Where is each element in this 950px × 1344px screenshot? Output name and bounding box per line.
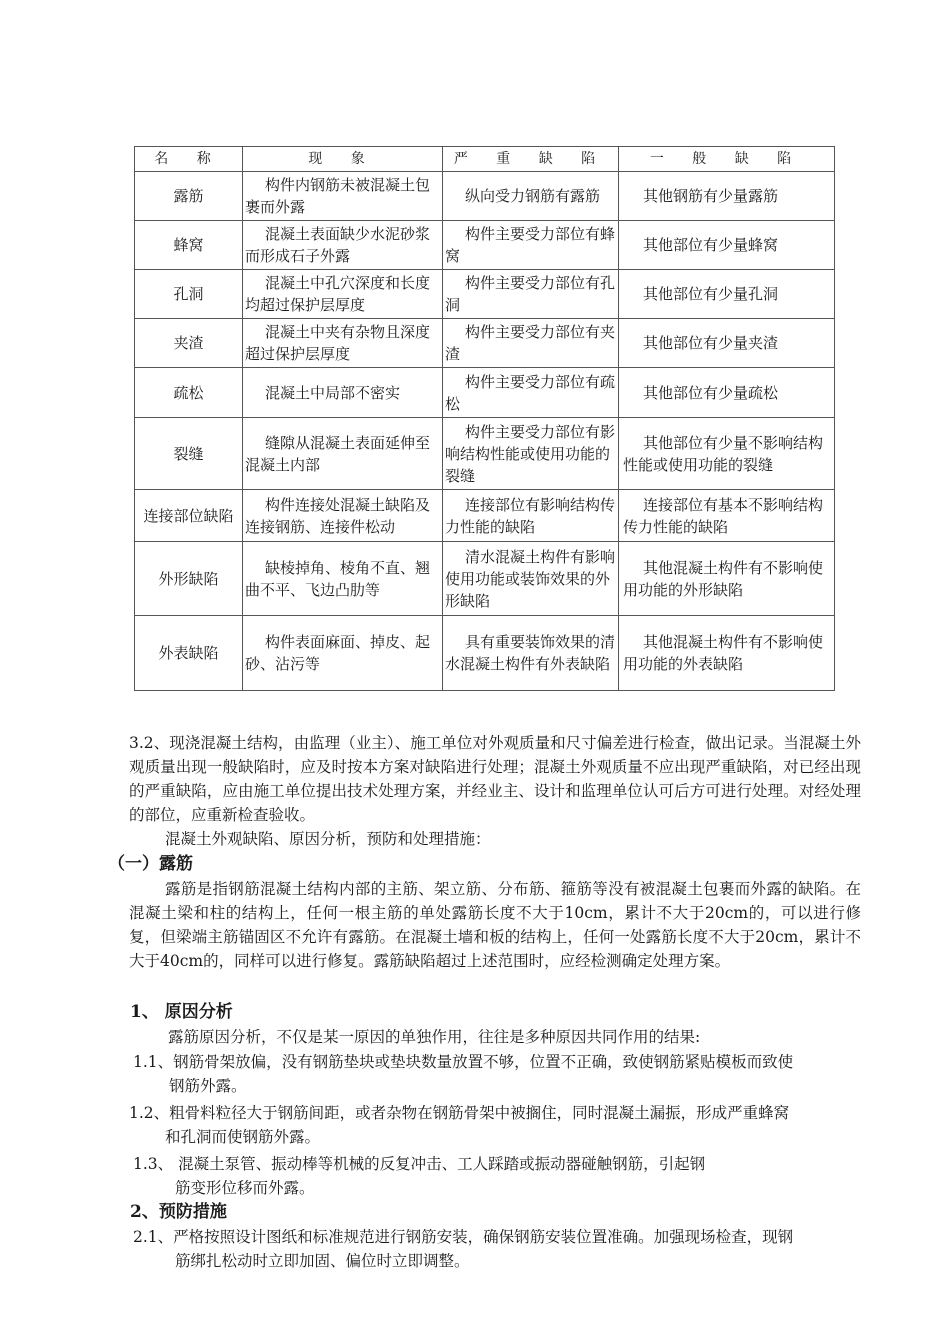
list-item-line: 1.3、 混凝土泵管、振动棒等机械的反复冲击、工人踩踏或振动器碰触钢筋，引起钢 [133,1155,706,1173]
table-row [135,319,835,368]
list-item-line: 钢筋外露。 [169,1077,247,1095]
cell-name: 露筋 [135,172,243,221]
cell-name: 夹渣 [135,319,243,368]
defect-table [134,146,835,691]
cell-name: 外形缺陷 [135,542,243,616]
paragraph-3-2: 3.2、现浇混凝土结构，由监理（业主）、施工单位对外观质量和尺寸偏差进行检查，做出记录。当混凝土外观质量出现一般缺陷时，应及时按本方案对缺陷进行处理；混凝土外观质量不应出现严重缺陷，对已经出现的严重缺陷，应由施工单位提出技术处理方案，并经业主、设计和监理单位认可后方可进行处理。对经处理的部位，应重新检查验收。 [129,734,861,824]
cell-phenomenon: 混凝土中局部不密实 [243,368,443,418]
subsection-intro-cause: 露筋原因分析，不仅是某一原因的单独作用，往往是多种原因共同作用的结果: [168,1028,701,1046]
cell-phenomenon: 混凝土中孔穴深度和长度均超过保护层厚度 [243,270,443,319]
cell-phenomenon: 构件连接处混凝土缺陷及连接钢筋、连接件松动 [243,490,443,542]
list-item [133,1225,793,1273]
cell-general: 其他钢筋有少量露筋 [619,172,835,221]
header-general: 一 般 缺 陷 [619,147,835,172]
cell-name: 裂缝 [135,418,243,490]
cell-phenomenon: 构件内钢筋未被混凝土包裹而外露 [243,172,443,221]
table-row [135,368,835,418]
table-header-row [135,147,835,172]
cell-serious: 构件主要受力部位有影响结构性能或使用功能的裂缝 [443,418,619,490]
cell-serious: 清水混凝土构件有影响使用功能或装饰效果的外形缺陷 [443,542,619,616]
cell-general: 其他部位有少量夹渣 [619,319,835,368]
table-row [135,418,835,490]
cell-name: 疏松 [135,368,243,418]
cell-general: 其他部位有少量不影响结构性能或使用功能的裂缝 [619,418,835,490]
cell-general: 其他部位有少量孔洞 [619,270,835,319]
list-item-line: 筋绑扎松动时立即加固、偏位时立即调整。 [175,1252,470,1270]
list-item [133,1152,705,1200]
subsection-title-prevention: 2、预防措施 [130,1202,227,1222]
list-item-line: 筋变形位移而外露。 [175,1179,315,1197]
cell-name: 外表缺陷 [135,616,243,691]
cell-general: 其他部位有少量疏松 [619,368,835,418]
section-title-exposed-rebar: （一）露筋 [108,854,193,874]
list-item-line: 和孔洞而使钢筋外露。 [165,1128,321,1146]
subsection-title-cause: 1、 原因分析 [130,1002,233,1022]
table-row [135,221,835,270]
intro-line: 混凝土外观缺陷、原因分析，预防和处理措施： [165,830,491,848]
list-item [129,1101,789,1149]
cell-general: 其他混凝土构件有不影响使用功能的外表缺陷 [619,616,835,691]
cell-serious: 纵向受力钢筋有露筋 [443,172,619,221]
list-item-line: 1.1、钢筋骨架放偏，没有钢筋垫块或垫块数量放置不够，位置不正确，致使钢筋紧贴模板而致使 [133,1053,794,1071]
cell-phenomenon: 混凝土中夹有杂物且深度超过保护层厚度 [243,319,443,368]
cell-name: 蜂窝 [135,221,243,270]
table-row [135,542,835,616]
header-serious: 严 重 缺 陷 [443,147,619,172]
cell-phenomenon: 混凝土表面缺少水泥砂浆而形成石子外露 [243,221,443,270]
list-item-line: 2.1、严格按照设计图纸和标准规范进行钢筋安装，确保钢筋安装位置准确。加强现场检查，现钢 [133,1228,794,1246]
cell-serious: 具有重要装饰效果的清水混凝土构件有外表缺陷 [443,616,619,691]
table-row [135,490,835,542]
cell-general: 其他部位有少量蜂窝 [619,221,835,270]
table-row [135,616,835,691]
cell-serious: 连接部位有影响结构传力性能的缺陷 [443,490,619,542]
header-phenomenon: 现 象 [243,147,443,172]
cell-phenomenon: 构件表面麻面、掉皮、起砂、沾污等 [243,616,443,691]
cell-general: 其他混凝土构件有不影响使用功能的外形缺陷 [619,542,835,616]
cell-name: 连接部位缺陷 [135,490,243,542]
cell-serious: 构件主要受力部位有孔洞 [443,270,619,319]
cell-name: 孔洞 [135,270,243,319]
cell-general: 连接部位有基本不影响结构传力性能的缺陷 [619,490,835,542]
cell-serious: 构件主要受力部位有夹渣 [443,319,619,368]
cell-phenomenon: 缺棱掉角、棱角不直、翘曲不平、飞边凸肋等 [243,542,443,616]
table-row [135,270,835,319]
cell-phenomenon: 缝隙从混凝土表面延伸至混凝土内部 [243,418,443,490]
header-name: 名 称 [135,147,243,172]
cell-serious: 构件主要受力部位有蜂窝 [443,221,619,270]
section-body-exposed-rebar: 露筋是指钢筋混凝土结构内部的主筋、架立筋、分布筋、箍筋等没有被混凝土包裹而外露的缺陷。在混凝土梁和柱的结构上，任何一根主筋的单处露筋长度不大于10cm，累计不大于20cm的，可以进行修复，但梁端主筋锚固区不允许有露筋。在混凝土墙和板的结构上，任何一处露筋长度不大于20cm，累计不大于40cm的，同样可以进行修复。露筋缺陷超过上述范围时，应经检测确定处理方案。 [129,880,861,970]
cell-serious: 构件主要受力部位有疏松 [443,368,619,418]
list-item [133,1050,793,1098]
table-row [135,172,835,221]
list-item-line: 1.2、粗骨料粒径大于钢筋间距，或者杂物在钢筋骨架中被搁住，同时混凝土漏振，形成严重蜂窝 [129,1104,790,1122]
